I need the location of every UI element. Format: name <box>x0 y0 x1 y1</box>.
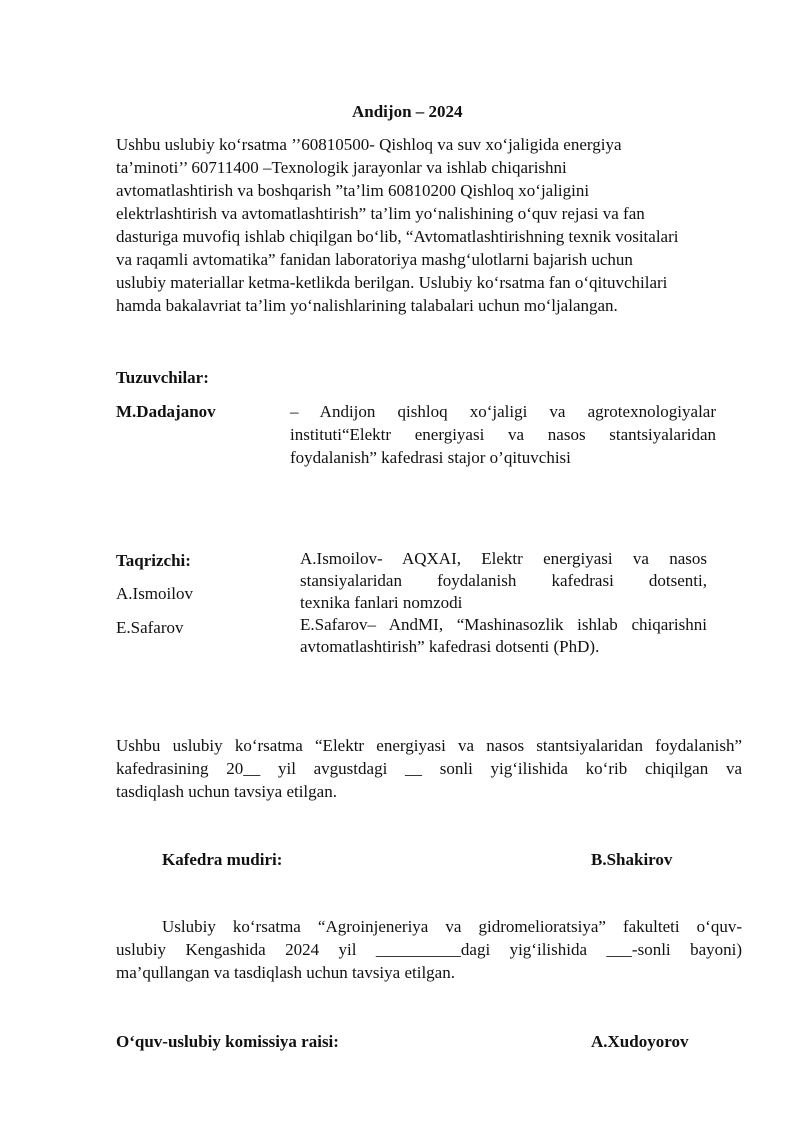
intro-line: uslubiy materiallar ketma-ketlikda berilgan. Uslubiy ko‘rsatma fan o‘qituvchilari <box>116 273 668 292</box>
intro-line: avtomatlashtirish va boshqarish ”ta’lim 60810200 Qishloq xo‘jaligini <box>116 181 590 200</box>
author-desc-line: – Andijon qishloq xo‘jaligi va agrotexnologiyalar <box>290 402 716 421</box>
reviewers-heading: Taqrizchi: <box>116 551 191 570</box>
intro-line: hamda bakalavriat ta’lim yo‘nalishlarining talabalari uchun mo‘ljalangan. <box>116 296 618 315</box>
reviewer-desc-line: E.Safarov– AndMI, “Mashinasozlik ishlab chiqarishni <box>300 615 707 634</box>
author-desc-line: instituti“Elektr energiyasi va nasos stantsiyalaridan <box>290 425 716 444</box>
head-of-department-title: Kafedra mudiri: <box>162 850 283 869</box>
place-year: Andijon – 2024 <box>352 102 463 121</box>
authors-heading: Tuzuvchilar: <box>116 368 209 387</box>
author-desc-line: foydalanish” kafedrasi stajor o’qituvchisi <box>290 448 571 467</box>
faculty-approval-line: ma’qullangan va tasdiqlash uchun tavsiya etilgan. <box>116 963 455 982</box>
approval-line: Ushbu uslubiy ko‘rsatma “Elektr energiyasi va nasos stantsiyalaridan foydalanish” <box>116 736 742 755</box>
approval-line: tasdiqlash uchun tavsiya etilgan. <box>116 782 337 801</box>
reviewers-description <box>300 548 707 658</box>
reviewer-desc-line: avtomatlashtirish” kafedrasi dotsenti (PhD). <box>300 637 600 656</box>
head-of-department-name: B.Shakirov <box>591 850 673 869</box>
faculty-approval <box>116 915 742 984</box>
commission-chair-name: A.Xudoyorov <box>591 1032 689 1051</box>
intro-line: elektrlashtirish va avtomatlashtirish” ta’lim yo‘nalishining o‘quv rejasi va fan <box>116 204 645 223</box>
author-description <box>290 400 716 469</box>
faculty-approval-line: uslubiy Kengashida 2024 yil __________dagi yig‘ilishida ___-sonli bayoni) <box>116 940 742 959</box>
author-name: M.Dadajanov <box>116 402 216 421</box>
department-approval <box>116 734 742 803</box>
faculty-approval-line: Uslubiy ko‘rsatma “Agroinjeneriya va gidromelioratsiya” fakulteti o‘quv- <box>162 917 742 936</box>
reviewer-desc-line: stansiyalaridan foydalanish kafedrasi dotsenti, <box>300 571 707 590</box>
intro-paragraph <box>116 133 712 317</box>
approval-line: kafedrasining 20__ yil avgustdagi __ sonli yig‘ilishida ko‘rib chiqilgan va <box>116 759 742 778</box>
reviewer-name: E.Safarov <box>116 618 184 637</box>
reviewer-desc-line: texnika fanlari nomzodi <box>300 593 463 612</box>
intro-line: Ushbu uslubiy ko‘rsatma ’’60810500- Qishloq va suv xo‘jaligida energiya <box>116 135 622 154</box>
commission-chair-title: O‘quv-uslubiy komissiya raisi: <box>116 1032 339 1051</box>
intro-line: ta’minoti’’ 60711400 –Texnologik jarayonlar va ishlab chiqarishni <box>116 158 567 177</box>
reviewer-name: A.Ismoilov <box>116 584 193 603</box>
reviewer-desc-line: A.Ismoilov- AQXAI, Elektr energiyasi va nasos <box>300 549 707 568</box>
intro-line: dasturiga muvofiq ishlab chiqilgan bo‘lib, “Avtomatlashtirishning texnik vositalari <box>116 227 679 246</box>
intro-line: va raqamli avtomatika” fanidan laboratoriya mashg‘ulotlarni bajarish uchun <box>116 250 633 269</box>
